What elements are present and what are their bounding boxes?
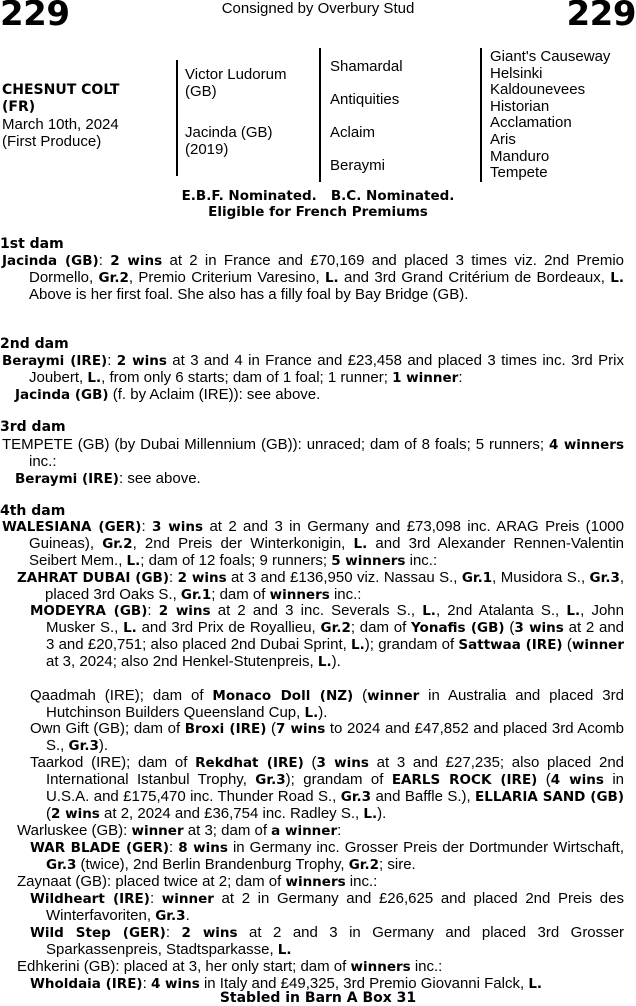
horse-name: CHESNUT COLT xyxy=(2,82,120,98)
pedigree-gen2-4: Beraymi xyxy=(330,157,386,174)
pedigree-gen3-8: Tempete xyxy=(490,164,548,182)
pedigree-gen2-3: Aclaim xyxy=(330,124,376,141)
section-third-dam: 3rd dam xyxy=(0,419,66,435)
pedigree-line-1 xyxy=(176,60,178,176)
zahrat-paragraph: ZAHRAT DUBAI (GB): 2 wins at 3 and £136,950 viz. Nassau S., Gr.1, Musidora S., Gr.3, placed 3rd Oaks S., Gr.1; dam of winners inc.: xyxy=(17,569,625,603)
pedigree-gen3-2: Helsinki xyxy=(490,64,543,82)
pedigree-gen3 xyxy=(490,49,610,182)
horse-identity xyxy=(2,82,119,150)
nominations-line-2: Eligible for French Premiums xyxy=(208,204,428,220)
horse-foaled: March 10th, 2024 xyxy=(2,116,119,133)
pedigree-dam: Jacinda (GB) (2019) xyxy=(185,124,273,158)
lot-number-right: 229 xyxy=(566,0,636,34)
section-fourth-dam: 4th dam xyxy=(0,503,66,519)
nominations-line-1: E.B.F. Nominated. B.C. Nominated. xyxy=(181,188,455,204)
warblade-paragraph: WAR BLADE (GER): 8 wins in Germany inc. Grosser Preis der Dortmunder Wirtschaft, Gr.3 (twice), 2nd Berlin Brandenburg Trophy, Gr.2; sire. xyxy=(30,839,625,873)
third-dam-child: Beraymi (IRE): see above. xyxy=(15,470,201,487)
modeyra-paragraph: MODEYRA (GB): 2 wins at 2 and 3 inc. Severals S., L., 2nd Atalanta S., L., John Musker S., L. and 3rd Prix de Royallieu, Gr.2; dam of Yonafis (GB) (3 wins at 2 and 3 and £20,751; also placed 2nd Dubai Sprint, L.); grandam of Sattwaa (IRE) (winner at 3, 2024; also 2nd Henkel-Stutenpreis, L.). xyxy=(30,602,625,670)
owngift-paragraph: Own Gift (GB); dam of Broxi (IRE) (7 wins to 2024 and £47,852 and placed 3rd Acomb S., Gr.3). xyxy=(30,720,624,754)
stabling-footer: Stabled in Barn A Box 31 xyxy=(219,990,417,1006)
taarkod-paragraph: Taarkod (IRE); dam of Rekdhat (IRE) (3 wins at 3 and £27,235; also placed 2nd International Istanbul Trophy, Gr.3); grandam of EARLS ROCK (IRE) (4 wins in U.S.A. and £175,470 inc. Thunder Road S., Gr.3 and Baffle S.), ELLARIA SAND (GB) (2 wins at 2, 2024 and £36,754 inc. Radley S., L.). xyxy=(30,754,625,822)
horse-origin: (FR) xyxy=(2,99,36,115)
pedigree-gen2-1: Shamardal xyxy=(330,58,403,75)
pedigree-gen3-5: Acclamation xyxy=(490,114,572,132)
section-first-dam: 1st dam xyxy=(0,236,64,252)
dam-name: Beraymi (IRE) xyxy=(2,353,108,369)
first-dam-paragraph: Jacinda (GB): 2 wins at 2 in France and £70,169 and placed 3 times viz. 2nd Premio Dormello, Gr.2, Premio Criterium Varesino, L. and 3rd Grand Critérium de Bordeaux, L. Above is her first foal. She also has a filly foal by Bay Bridge (GB). xyxy=(2,252,625,303)
lot-number-left: 229 xyxy=(0,0,70,34)
warluskee-paragraph: Warluskee (GB): winner at 3; dam of a winner: xyxy=(17,822,342,839)
pedigree-gen3-7: Manduro xyxy=(490,147,550,165)
edhkerini-paragraph: Edhkerini (GB): placed at 3, her only start; dam of winners inc.: xyxy=(17,958,443,975)
second-dam-paragraph: Beraymi (IRE): 2 wins at 3 and 4 in France and £23,458 and placed 3 times inc. 3rd Prix Joubert, L., from only 6 starts; dam of 1 foal; 1 runner; 1 winner: xyxy=(2,352,624,386)
second-dam-child: Jacinda (GB) (f. by Aclaim (IRE)): see above. xyxy=(15,386,321,403)
section-second-dam: 2nd dam xyxy=(0,336,69,352)
pedigree-gen2-2: Antiquities xyxy=(330,91,400,108)
zaynaat-paragraph: Zaynaat (GB): placed twice at 2; dam of winners inc.: xyxy=(17,873,378,890)
wildheart-paragraph: Wildheart (IRE): winner at 2 in Germany and £26,625 and placed 2nd Preis des Winterfavoriten, Gr.3. xyxy=(30,890,624,924)
wildstep-paragraph: Wild Step (GER): 2 wins at 2 and 3 in Germany and placed 3rd Grosser Sparkassenpreis, Stadtsparkasse, L. xyxy=(30,924,624,958)
qaadmah-paragraph: Qaadmah (IRE); dam of Monaco Doll (NZ) (winner in Australia and placed 3rd Hutchinson Builders Queensland Cup, L.). xyxy=(30,687,624,721)
dam-name: Jacinda (GB) xyxy=(2,253,99,269)
pedigree-gen3-4: Historian xyxy=(490,97,550,115)
horse-note: (First Produce) xyxy=(2,133,102,150)
wholdaia-paragraph: Wholdaia (IRE): 4 wins in Italy and £49,325, 3rd Premio Giovanni Falck, L. xyxy=(30,975,543,992)
pedigree-sire: Victor Ludorum (GB) xyxy=(185,66,287,100)
consignor: Consigned by Overbury Stud xyxy=(221,0,415,17)
pedigree-line-2 xyxy=(319,48,321,182)
third-dam-paragraph: TEMPETE (GB) (by Dubai Millennium (GB)): unraced; dam of 8 foals; 5 runners; 4 winners inc.: xyxy=(2,436,624,470)
walesiana-paragraph: WALESIANA (GER): 3 wins at 2 and 3 in Germany and £73,098 inc. ARAG Preis (1000 Guineas), Gr.2, 2nd Preis der Winterkonigin, L. and 3rd Alexander Rennen-Valentin Seibert Mem., L.; dam of 12 foals; 9 runners; 5 winners inc.: xyxy=(2,518,624,569)
pedigree-gen3-3: Kaldounevees xyxy=(490,81,586,99)
pedigree-gen3-1: Giant's Causeway xyxy=(490,48,611,65)
pedigree-gen3-6: Aris xyxy=(490,130,516,148)
pedigree-line-3 xyxy=(480,48,482,182)
